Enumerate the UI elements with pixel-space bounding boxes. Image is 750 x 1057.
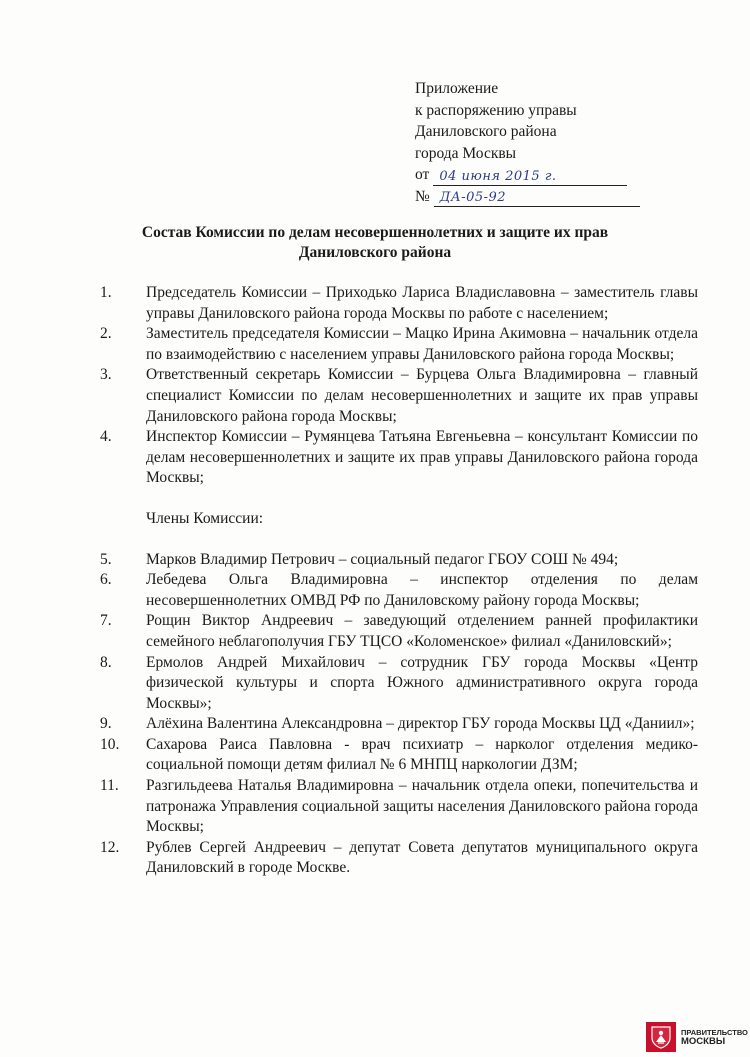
handwritten-date: 04 июня 2015 г. (433, 169, 627, 186)
appendix-number-row (415, 186, 655, 208)
moscow-coat-of-arms-icon (646, 1022, 676, 1052)
item-text: Инспектор Комиссии – Румянцева Татьяна Евгеньевна – консультант Комиссии по делам несовершеннолетних и защите их прав управы Даниловского района города Москвы; (146, 428, 698, 487)
item-text: Заместитель председателя Комиссии – Мацко Ирина Акимовна – начальник отдела по взаимодействию с населением управы Даниловского района города Москвы; (146, 325, 698, 363)
item-text: Сахарова Раиса Павловна - врач психиатр – нарколог отделения медико-социальной помощи детям филиал № 6 МНПЦ наркологии ДЗМ; (146, 735, 698, 774)
list-item (0, 838, 750, 879)
item-text: Ответственный секретарь Комиссии – Бурцева Ольга Владимировна – главный специалист Комиссии по делам несовершеннолетних и защите их прав управы Даниловского района города Москвы; (146, 366, 698, 425)
list-item (0, 714, 750, 735)
item-number: 10. (100, 735, 120, 753)
item-number: 3. (100, 366, 112, 384)
list-item (0, 365, 750, 427)
item-text: Ермолов Андрей Михайлович – сотрудник ГБУ города Москвы «Центр физической культуры и спорта Южного административного округа города Москвы»; (146, 653, 698, 712)
appendix-header (415, 78, 655, 207)
list-item (0, 776, 750, 838)
logo-line-2: МОСКВЫ (681, 1036, 726, 1047)
item-text: Рощин Виктор Андреевич – заведующий отделением ранней профилактики семейного неблагополучия ГБУ ТЦСО «Коломенское» филиал «Даниловский»; (146, 612, 698, 650)
list-item (0, 283, 750, 324)
logo-text (681, 1028, 748, 1046)
item-number: 2. (100, 325, 112, 343)
number-prefix: № (415, 187, 430, 205)
logo-line-1: ПРАВИТЕЛЬСТВО (681, 1028, 748, 1037)
appendix-line-4: города Москвы (415, 144, 517, 162)
date-prefix: от (415, 166, 430, 183)
list-item (0, 570, 750, 611)
item-text: Лебедева Ольга Владимировна – инспектор отделения по делам несовершеннолетних ОМВД РФ по Даниловскому району города Москвы; (146, 571, 698, 609)
government-logo (646, 1022, 748, 1052)
list-item (0, 653, 750, 715)
title-line-1: Состав Комиссии по делам несовершеннолетних и защите их прав (141, 224, 609, 241)
item-number: 5. (100, 550, 112, 568)
appendix-line-3: Даниловского района (415, 123, 557, 140)
appendix-line-1: Приложение (415, 80, 499, 97)
list-item (0, 735, 750, 776)
title-line-2: Даниловского района (298, 244, 452, 261)
item-number: 1. (100, 284, 112, 301)
item-number: 11. (100, 777, 119, 795)
list-item (0, 324, 750, 365)
item-text: Алёхина Валентина Александровна – директор ГБУ города Москвы ЦД «Даниил»; (146, 715, 695, 733)
item-number: 6. (100, 571, 112, 589)
item-text: Председатель Комиссии – Приходько Лариса Владиславовна – заместитель главы управы Даниловского района города Москвы по работе с населением; (146, 284, 698, 322)
item-number: 12. (100, 838, 120, 856)
appendix-line-2: к распоряжению управы (415, 101, 577, 119)
commission-list (0, 283, 750, 879)
document-title (60, 223, 690, 263)
item-number: 8. (100, 653, 112, 671)
appendix-date-row (415, 164, 655, 186)
item-number: 9. (100, 715, 112, 733)
list-item (0, 427, 750, 489)
members-heading: Члены Комиссии: (146, 509, 264, 527)
item-number: 4. (100, 428, 112, 446)
item-number: 7. (100, 612, 112, 630)
item-text: Рублев Сергей Андреевич – депутат Совета депутатов муниципального округа Даниловский в городе Москве. (146, 838, 698, 877)
list-item (0, 611, 750, 652)
item-text: Марков Владимир Петрович – социальный педагог ГБОУ СОШ № 494; (146, 550, 619, 568)
handwritten-number: ДА-05-92 (434, 190, 640, 207)
item-text: Разгильдеева Наталья Владимировна – начальник отдела опеки, попечительства и патронажа Управления социальной защиты населения Даниловского района города Москвы; (146, 777, 698, 836)
list-item (0, 550, 750, 571)
